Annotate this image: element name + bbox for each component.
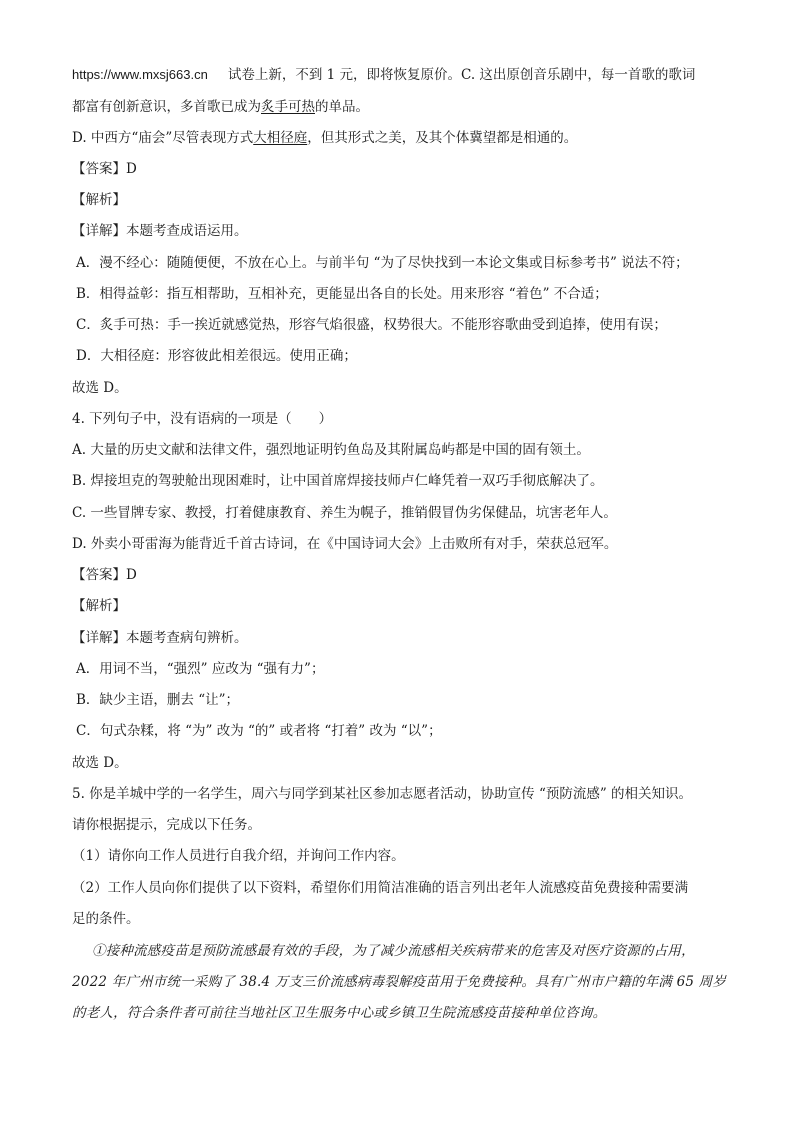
text-segment: 的单品。 bbox=[315, 99, 369, 115]
q4-detail: 【详解】本题考查病句辨析。 bbox=[72, 630, 248, 646]
q3-explain-d: D．大相径庭：形容彼此相差很远。使用正确； bbox=[76, 348, 357, 364]
passage-line3: 的老人，符合条件者可前往当地社区卫生服务中心或乡镇卫生院流感疫苗接种单位咨询。 bbox=[72, 1005, 607, 1021]
text-segment: 都富有创新意识，多首歌已成为 bbox=[72, 99, 261, 115]
q4-explain-c: C．句式杂糅，将 “为” 改为 “的” 或者将 “打着” 改为 “以”； bbox=[76, 723, 442, 739]
q4-stem: 4. 下列句子中，没有语病的一项是（ ） bbox=[72, 411, 333, 427]
q5-task2-line1: （2）工作人员向你们提供了以下资料，希望你们用简洁准确的语言列出老年人流感疫苗免费接种需要满 bbox=[72, 880, 689, 896]
passage-line1: ①接种流感疫苗是预防流感最有效的手段，为了减少流感相关疾病带来的危害及对医疗资源的占用， bbox=[92, 943, 695, 959]
q3-analysis-label: 【解析】 bbox=[72, 192, 126, 208]
q5-task2-line2: 足的条件。 bbox=[72, 911, 140, 927]
q5-stem-line2: 请你根据提示，完成以下任务。 bbox=[72, 817, 261, 833]
q5-task1: （1）请你向工作人员进行自我介绍，并询问工作内容。 bbox=[72, 848, 405, 864]
header-text: 试卷上新，不到 1 元，即将恢复原价。C. 这出原创音乐剧中，每一首歌的歌词 bbox=[227, 67, 696, 83]
text-segment: D. 中西方“庙会”尽管表现方式 bbox=[72, 130, 254, 146]
q3-explain-b: B．相得益彰：指互相帮助，互相补充，更能显出各自的长处。用来形容 “着色” 不合适； bbox=[76, 286, 608, 302]
passage-line2: 2022 年广州市统一采购了 38.4 万支三价流感病毒裂解疫苗用于免费接种。具有广州市户籍的年满 65 周岁 bbox=[72, 974, 727, 990]
q4-option-c: C. 一些冒牌专家、教授，打着健康教育、养生为幌子，推销假冒伪劣保健品，坑害老年人。 bbox=[72, 505, 617, 521]
q3-answer-label: 【答案】D bbox=[72, 161, 137, 177]
q3-detail: 【详解】本题考查成语运用。 bbox=[72, 223, 248, 239]
q4-option-d: D. 外卖小哥雷海为能背近千首古诗词，在《中国诗词大会》上击败所有对手，荣获总冠军。 bbox=[72, 536, 618, 552]
q3-option-d bbox=[72, 129, 722, 147]
q4-explain-a: A．用词不当，“强烈” 应改为 “强有力”； bbox=[76, 661, 325, 677]
q4-analysis-label: 【解析】 bbox=[72, 598, 126, 614]
q3-explain-a: A．漫不经心：随随便便，不放在心上。与前半句 “为了尽快找到一本论文集或目标参考书” 说法不符； bbox=[76, 255, 689, 271]
q4-answer-label: 【答案】D bbox=[72, 567, 137, 583]
source-url[interactable]: https://www.mxsj663.cn bbox=[72, 67, 208, 82]
q4-conclusion: 故选 D。 bbox=[72, 755, 128, 771]
q3-explain-c: C．炙手可热：手一挨近就感觉热，形容气焰很盛，权势很大。不能形容歌曲受到追捧，使用有误； bbox=[76, 317, 667, 333]
underlined-idiom: 大相径庭 bbox=[253, 130, 308, 146]
q3-conclusion: 故选 D。 bbox=[72, 380, 128, 396]
q4-option-b: B. 焊接坦克的驾驶舱出现困难时，让中国首席焊接技师卢仁峰凭着一双巧手彻底解决了。 bbox=[72, 473, 604, 489]
text-segment: ，但其形式之美，及其个体冀望都是相通的。 bbox=[307, 130, 578, 146]
underlined-idiom: 炙手可热 bbox=[261, 99, 315, 115]
q4-option-a: A. 大量的历史文献和法律文件，强烈地证明钓鱼岛及其附属岛屿都是中国的固有领土。 bbox=[72, 442, 590, 458]
q5-stem-line1: 5. 你是羊城中学的一名学生，周六与同学到某社区参加志愿者活动，协助宣传 “预防流感” 的相关知识。 bbox=[72, 786, 693, 802]
q4-explain-b: B．缺少主语，删去 “让”； bbox=[76, 692, 240, 708]
header-line bbox=[72, 66, 722, 84]
q3-option-c-continued bbox=[72, 98, 722, 116]
